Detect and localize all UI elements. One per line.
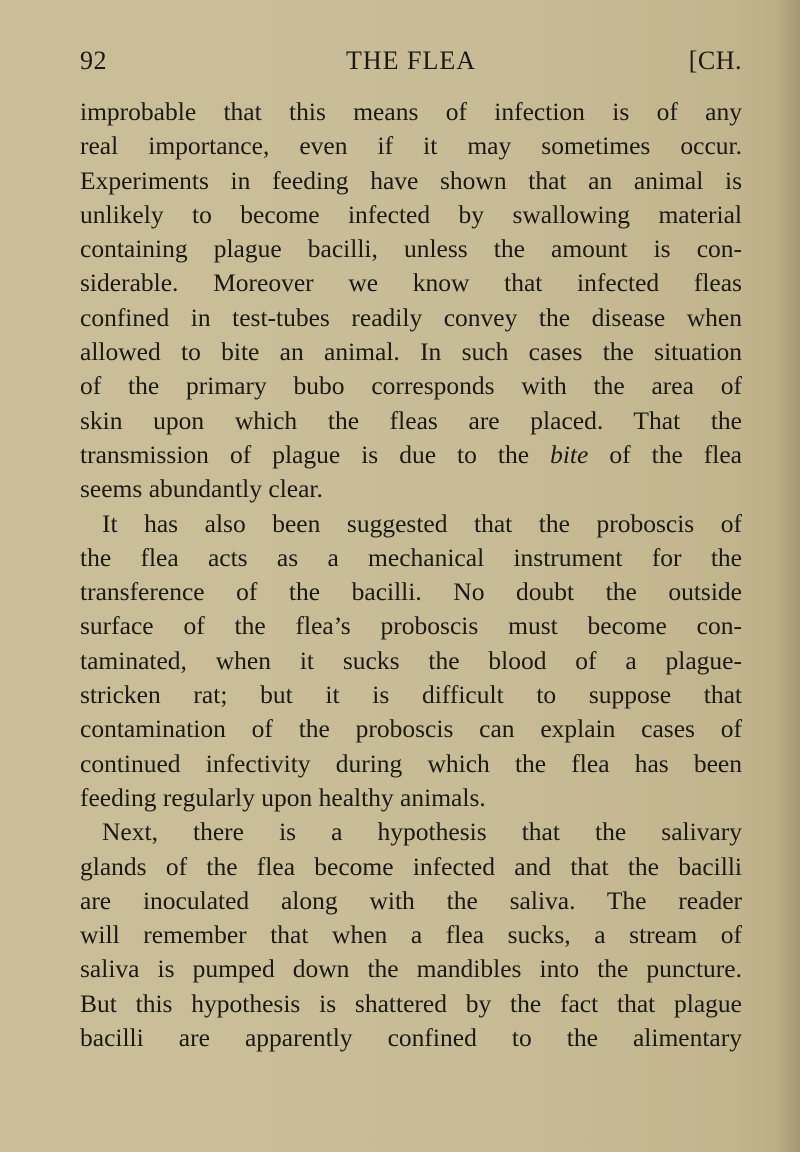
text-line: confined in test-tubes readily convey the disease when	[80, 302, 742, 332]
text-line: allowed to bite an animal. In such cases the situation	[80, 337, 742, 367]
text-line: will remember that when a flea sucks, a stream of	[80, 920, 742, 950]
page-edge-shadow	[776, 0, 800, 1152]
text-line: of the primary bubo corresponds with the area of	[80, 371, 742, 401]
text-line: improbable that this means of infection is of any	[80, 97, 742, 126]
page-header	[80, 46, 742, 82]
text-line	[80, 438, 742, 472]
paragraph-end-line: seems abundantly clear.	[80, 474, 323, 504]
text-line: glands of the flea become infected and that the bacilli	[80, 851, 742, 881]
text-line: are inoculated along with the saliva. The reader	[80, 885, 742, 915]
paragraph-end-line: feeding regularly upon healthy animals.	[80, 782, 486, 812]
text-line: taminated, when it sucks the blood of a plague-	[80, 645, 742, 675]
page-number: 92	[80, 46, 107, 75]
paragraph-start-line: It has also been suggested that the proboscis of	[102, 508, 742, 538]
text-line: contamination of the proboscis can explain cases of	[80, 714, 742, 744]
text-line: surface of the flea’s proboscis must become con-	[80, 611, 742, 641]
text-line: siderable. Moreover we know that infected fleas	[80, 268, 742, 298]
text-line: containing plague bacilli, unless the amount is con-	[80, 234, 742, 264]
text-line: unlikely to become infected by swallowing material	[80, 199, 742, 229]
paragraph-start-line: Next, there is a hypothesis that the salivary	[102, 817, 742, 847]
text-line: transference of the bacilli. No doubt the outside	[80, 577, 742, 607]
text-segment: of the flea	[588, 439, 742, 469]
body-text	[80, 95, 742, 1055]
text-line: saliva is pumped down the mandibles into the puncture.	[80, 954, 742, 984]
chapter-mark: [CH.	[688, 46, 742, 75]
text-line: the flea acts as a mechanical instrument for the	[80, 542, 742, 572]
text-line: continued infectivity during which the flea has been	[80, 748, 742, 778]
text-line: bacilli are apparently confined to the alimentary	[80, 1023, 742, 1053]
running-title: THE FLEA	[345, 46, 477, 75]
text-line: Experiments in feeding have shown that an animal is	[80, 165, 742, 195]
text-line: But this hypothesis is shattered by the fact that plague	[80, 988, 742, 1018]
text-segment: transmission of plague is due to the	[80, 439, 551, 469]
text-line: skin upon which the fleas are placed. That the	[80, 405, 742, 435]
emphasized-word: bite	[550, 439, 589, 469]
text-line: real importance, even if it may sometimes occur.	[80, 131, 742, 161]
text-line: stricken rat; but it is difficult to suppose that	[80, 680, 742, 710]
